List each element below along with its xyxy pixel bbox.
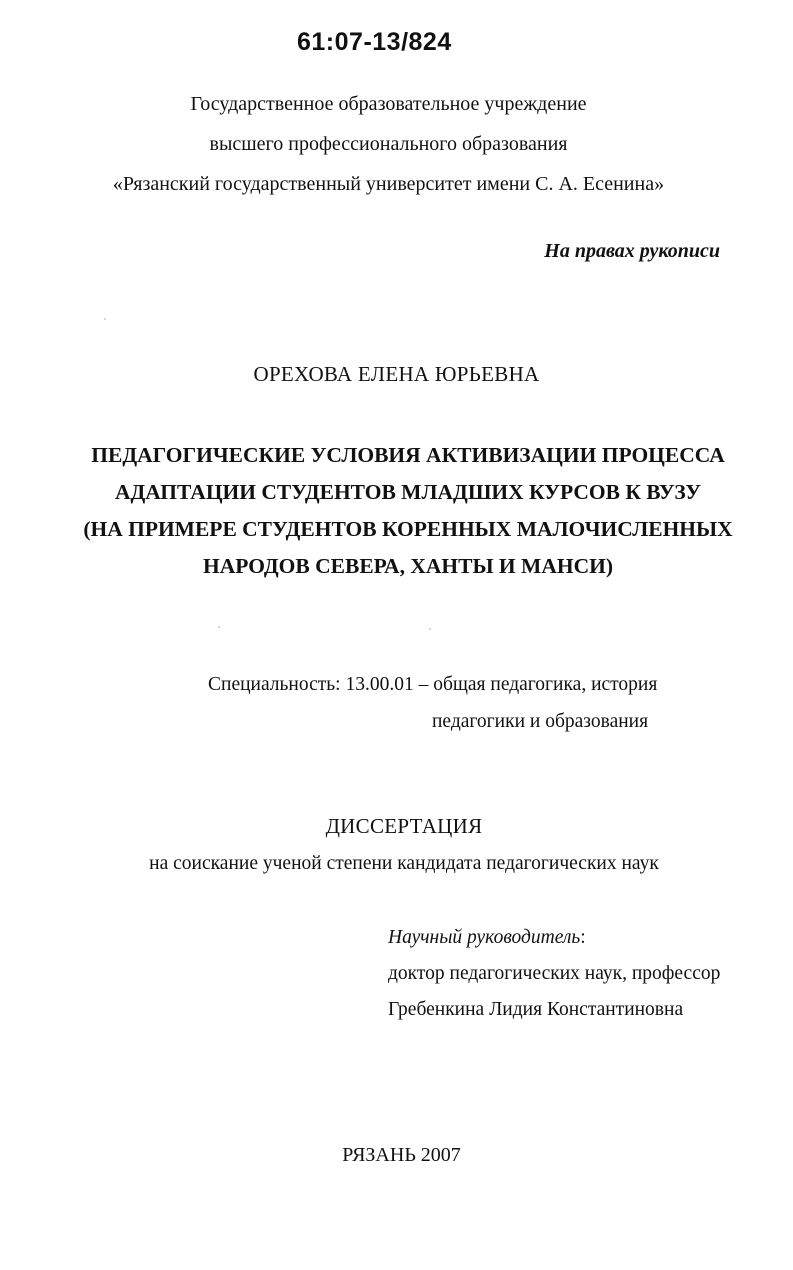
dissertation-title bbox=[0, 437, 793, 585]
institution-line-3: «Рязанский государственный университет имени С. А. Есенина» bbox=[112, 173, 665, 195]
title-line-3: (НА ПРИМЕРЕ СТУДЕНТОВ КОРЕННЫХ МАЛОЧИСЛЕННЫХ bbox=[83, 517, 733, 541]
scan-speck bbox=[218, 626, 220, 628]
title-line-4: НАРОДОВ СЕВЕРА, ХАНТЫ И МАНСИ) bbox=[202, 554, 613, 578]
library-stamp-number: 61:07-13/824 bbox=[297, 28, 452, 56]
degree-sought: на соискание ученой степени кандидата педагогических наук bbox=[149, 853, 659, 874]
specialty-line-1: Специальность: 13.00.01 – общая педагогика, история bbox=[208, 674, 658, 695]
scan-speck bbox=[104, 318, 106, 320]
scan-speck bbox=[429, 628, 431, 630]
supervisor-name: Гребенкина Лидия Константиновна bbox=[388, 999, 684, 1020]
institution-line-2: высшего профессионального образования bbox=[209, 133, 568, 155]
supervisor-label-text: Научный руководитель bbox=[388, 927, 581, 948]
supervisor-label bbox=[388, 927, 586, 949]
specialty-line-2: педагогики и образования bbox=[432, 711, 649, 732]
institution-line-1: Государственное образовательное учреждение bbox=[190, 93, 587, 115]
title-line-2: АДАПТАЦИИ СТУДЕНТОВ МЛАДШИХ КУРСОВ К ВУЗУ bbox=[114, 480, 701, 504]
supervisor-label-colon: : bbox=[580, 927, 586, 948]
document-type-heading: ДИССЕРТАЦИЯ bbox=[325, 814, 483, 838]
city-year: РЯЗАНЬ 2007 bbox=[342, 1144, 461, 1166]
author-name: ОРЕХОВА ЕЛЕНА ЮРЬЕВНА bbox=[253, 362, 540, 386]
supervisor-degree: доктор педагогических наук, профессор bbox=[388, 963, 721, 984]
title-line-1: ПЕДАГОГИЧЕСКИЕ УСЛОВИЯ АКТИВИЗАЦИИ ПРОЦЕССА bbox=[91, 443, 725, 467]
manuscript-rights-note: На правах рукописи bbox=[544, 240, 720, 262]
